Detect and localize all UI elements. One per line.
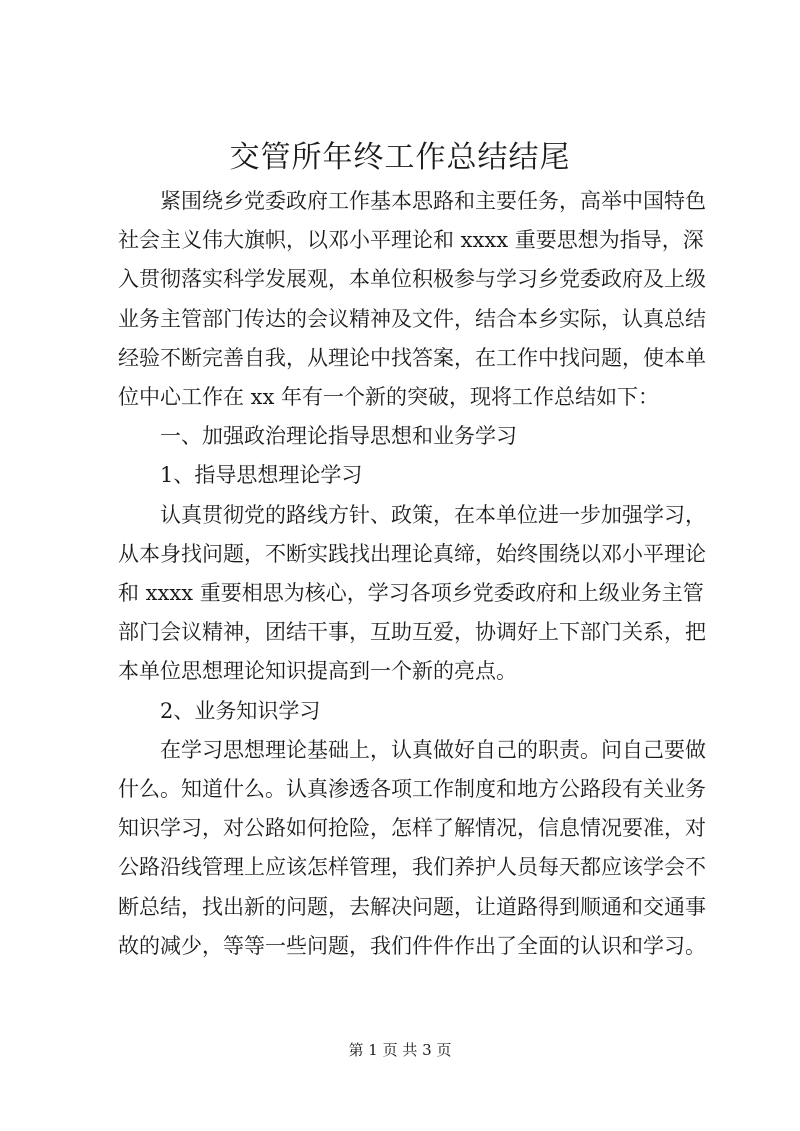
text-line: 断总结，找出新的问题，去解决问题，让道路得到顺通和交通事	[118, 894, 706, 919]
text-line: 在学习思想理论基础上，认真做好自己的职责。问自己要做	[118, 737, 706, 762]
text-line: 业务主管部门传达的会议精神及文件，结合本乡实际，认真总结	[118, 306, 706, 331]
text-line: 从本身找问题，不断实践找出理论真缔，始终围绕以邓小平理论	[118, 541, 706, 566]
subsection-heading: 2、业务知识学习	[118, 698, 321, 723]
text-line: 认真贯彻党的路线方针、政策，在本单位进一步加强学习，	[118, 502, 706, 527]
text-line: 经验不断完善自我，从理论中找答案，在工作中找问题，使本单	[118, 345, 706, 370]
page-footer: 第 1 页 共 3 页	[348, 1041, 452, 1059]
text-line: 本单位思想理论知识提高到一个新的亮点。	[118, 659, 517, 684]
text-line: 社会主义伟大旗帜，以邓小平理论和 xxxx 重要思想为指导，深	[118, 228, 704, 253]
document-body	[118, 182, 706, 966]
text-line: 紧围绕乡党委政府工作基本思路和主要任务，高举中国特色	[118, 189, 706, 213]
text-line: 什么。知道什么。认真渗透各项工作制度和地方公路段有关业务	[118, 777, 706, 802]
text-line: 部门会议精神，团结干事，互助互爱，协调好上下部门关系，把	[118, 620, 706, 645]
text-line: 公路沿线管理上应该怎样管理，我们养护人员每天都应该学会不	[118, 855, 706, 880]
document-title: 交管所年终工作总结结尾	[229, 140, 571, 175]
text-line: 和 xxxx 重要相思为核心，学习各项乡党委政府和上级业务主管	[118, 581, 704, 606]
text-line: 故的减少，等等一些问题，我们件件作出了全面的认识和学习。	[118, 933, 706, 958]
text-line: 知识学习，对公路如何抢险，怎样了解情况，信息情况要准，对	[118, 816, 706, 841]
subsection-heading: 1、指导思想理论学习	[118, 463, 363, 488]
text-line: 位中心工作在 xx 年有一个新的突破，现将工作总结如下：	[118, 385, 660, 410]
section-heading: 一、加强政治理论指导思想和业务学习	[118, 424, 517, 449]
text-line: 入贯彻落实科学发展观，本单位积极参与学习乡党委政府及上级	[118, 267, 706, 292]
